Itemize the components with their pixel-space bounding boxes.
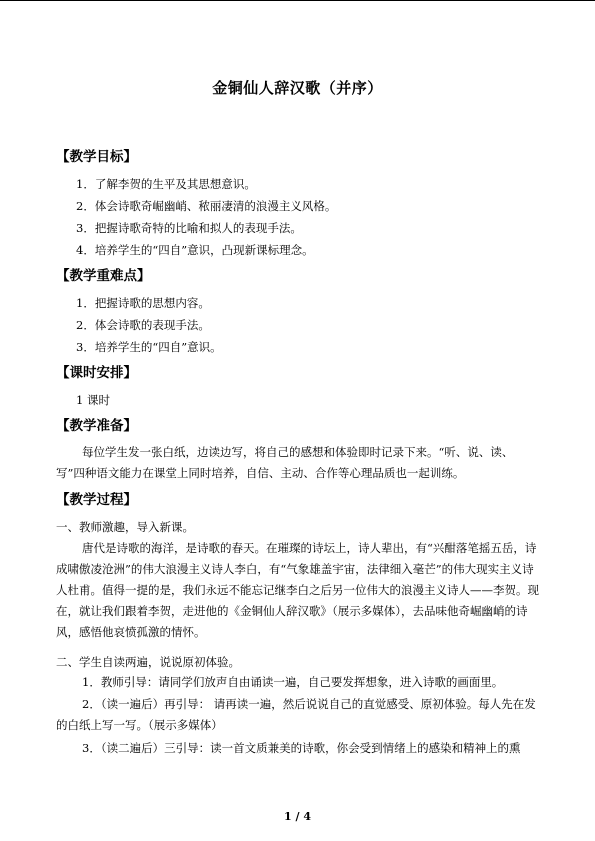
process-step-1-paragraph: 唐代是诗歌的海洋，是诗歌的春天。在璀璨的诗坛上，诗人辈出，有“兴酣落笔摇五岳，诗成啸傲凌沧洲”的伟大浪漫主义诗人李白，有“气象雄盖宇宙，法律细入毫芒”的伟大现实主义诗人杜甫。值得一提的是，我们永远不能忘记继李白之后另一位伟大的浪漫主义诗人——李贺。现在，就让我们跟着李贺，走进他的《金铜仙人辞汉歌》（展示多媒体），去品味他奇崛幽峭的诗风，感悟他哀愤孤激的情怀。 [56,541,539,639]
heading-preparation: 【教学准备】 [56,418,137,434]
process-step-2-item-1: 1．教师引导：请同学们放声自由诵读一遍，自己要发挥想象，进入诗歌的画面里。 [82,675,504,689]
preparation-paragraph: 每位学生发一张白纸，边读边写，将自己的感想和体验即时记录下来。“听、说、读、写”四种语文能力在课堂上同时培养，自信、主动、合作等心理品质也一起训练。 [56,445,514,480]
heading-key-points: 【教学重难点】 [56,268,151,284]
process-step-2: 二、学生自读两遍，说说原初体验。 [56,655,240,669]
key-point-item-1: 1．把握诗歌的思想内容。 [76,296,210,310]
objective-item-3: 3．把握诗歌奇特的比喻和拟人的表现手法。 [76,221,302,235]
key-point-item-3: 3．培养学生的“四自”意识。 [76,340,222,354]
objective-item-2: 2．体会诗歌奇崛幽峭、秾丽凄清的浪漫主义风格。 [76,199,337,213]
objective-item-4: 4．培养学生的“四自”意识，凸现新课标理念。 [76,243,314,257]
schedule-text: 1 课时 [76,393,110,407]
heading-objectives: 【教学目标】 [56,149,137,165]
page-number: 1 / 4 [284,810,311,823]
objective-item-1: 1．了解李贺的生平及其思想意识。 [76,177,256,191]
process-step-2-item-3: 3．（读二遍后）三引导：读一首文质兼美的诗歌，你会受到情绪上的感染和精神上的熏 [82,741,521,755]
process-step-1: 一、教师激趣，导入新课。 [56,520,194,534]
top-border-line [0,0,595,1]
key-point-item-2: 2．体会诗歌的表现手法。 [76,318,210,332]
heading-process: 【教学过程】 [56,492,137,508]
document-title: 金铜仙人辞汉歌（并序） [212,79,383,97]
process-step-2-item-2: 2．（读一遍后）再引导： 请再读一遍，然后说说自己的直觉感受、原初体验。每人先在发的白纸上写一写。（展示多媒体） [56,697,536,732]
heading-schedule: 【课时安排】 [56,365,137,381]
